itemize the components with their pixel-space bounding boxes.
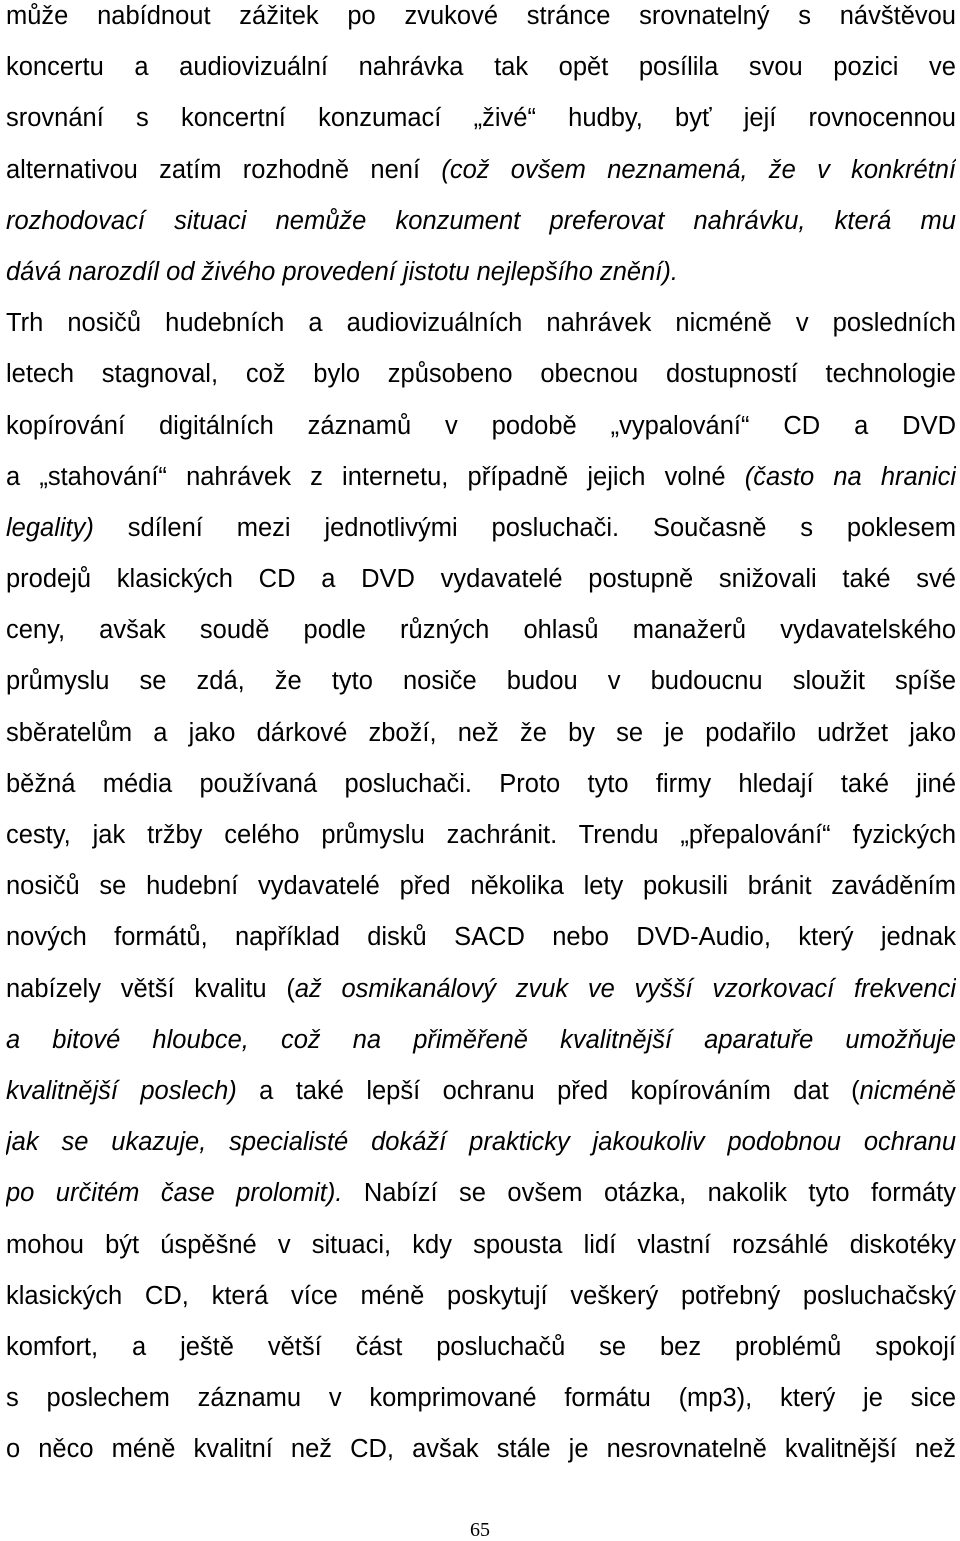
text-span: letech stagnoval, což bylo způsobeno obecnou dostupností technologie [6, 360, 956, 389]
text-line [6, 861, 956, 912]
text-line [6, 810, 956, 861]
italic-text: jak se ukazuje, specialisté dokáží prakticky jakoukoliv podobnou ochranu [6, 1128, 956, 1157]
text-span: cesty, jak tržby celého průmyslu zachránit. Trendu „přepalování“ fyzických [6, 821, 956, 849]
text-line [6, 554, 956, 605]
text-line [6, 708, 956, 759]
italic-text: po určitém čase prolomit). [6, 1179, 343, 1208]
text-line [6, 196, 956, 247]
text-line [6, 1066, 956, 1117]
text-line [6, 759, 956, 810]
text-line [6, 247, 956, 298]
text-line [6, 0, 956, 42]
text-span: Trh nosičů hudebních a audiovizuálních nahrávek nicméně v posledních [6, 309, 956, 338]
text-line [6, 1322, 956, 1373]
text-line [6, 1271, 956, 1322]
text-line [6, 1117, 956, 1168]
text-line [6, 605, 956, 656]
text-span: a „stahování“ nahrávek z internetu, případně jejich volné [6, 462, 745, 491]
text-span: nových formátů, například disků SACD nebo DVD-Audio, který jednak [6, 923, 956, 952]
text-line [6, 1015, 956, 1066]
italic-text: až osmikanálový zvuk ve vyšší vzorkovací frekvenci [294, 974, 956, 1003]
text-line [6, 503, 956, 554]
text-line [6, 401, 956, 452]
text-line [6, 42, 956, 93]
text-span: může nabídnout zážitek po zvukové stránce srovnatelný s návštěvou [6, 2, 956, 30]
text-line [6, 349, 956, 400]
text-line [6, 656, 956, 707]
text-line [6, 1424, 956, 1475]
text-line [6, 298, 956, 349]
italic-text: dává narozdíl od živého provedení jistotu nejlepšího znění). [6, 257, 678, 286]
text-span: sběratelům a jako dárkové zboží, než že by se je podařilo udržet jako [6, 718, 956, 747]
text-span: nosičů se hudební vydavatelé před několika lety pokusili bránit zaváděním [6, 872, 956, 901]
text-line [6, 912, 956, 963]
text-span: nabízely větší kvalitu ( [6, 974, 295, 1003]
text-span: alternativou zatím rozhodně není [6, 155, 442, 184]
text-line [6, 145, 956, 196]
text-span: sdílení mezi jednotlivými posluchači. Současně s poklesem [93, 513, 956, 542]
text-span: Nabízí se ovšem otázka, nakolik tyto formáty [342, 1179, 956, 1208]
text-line [6, 452, 956, 503]
text-span: kopírování digitálních záznamů v podobě „vypalování“ CD a DVD [6, 411, 956, 440]
italic-text: a bitové hloubce, což na přiměřeně kvalitnější aparatuře umožňuje [6, 1025, 956, 1054]
italic-text: legality) [6, 513, 94, 542]
italic-text: (často na hranici [744, 462, 956, 491]
text-line [6, 1168, 956, 1219]
text-span: komfort, a ještě větší část posluchačů se bez problémů spokojí [6, 1332, 956, 1361]
text-span: mohou být úspěšné v situaci, kdy spousta lidí vlastní rozsáhlé diskotéky [6, 1230, 956, 1259]
text-span: a také lepší ochranu před kopírováním dat ( [236, 1076, 860, 1105]
page-number: 65 [470, 1519, 490, 1541]
text-line [6, 964, 956, 1015]
text-line [6, 1220, 956, 1271]
italic-text: (což ovšem neznamená, že v konkrétní [441, 155, 956, 184]
text-span: běžná média používaná posluchači. Proto tyto firmy hledají také jiné [6, 769, 956, 798]
body-text [6, 0, 956, 1475]
text-line [6, 1373, 956, 1424]
italic-text: kvalitnější poslech) [6, 1076, 237, 1105]
text-span: koncertu a audiovizuální nahrávka tak opět posílila svou pozici ve [6, 53, 956, 82]
text-span: klasických CD, která více méně poskytují veškerý potřebný posluchačský [6, 1281, 956, 1310]
text-span: srovnání s koncertní konzumací „živé“ hudby, byť její rovnocennou [6, 104, 956, 133]
text-span: s poslechem záznamu v komprimované formátu (mp3), který je sice [6, 1384, 956, 1413]
italic-text: nicméně [859, 1076, 956, 1105]
text-line [6, 93, 956, 144]
text-span: průmyslu se zdá, že tyto nosiče budou v budoucnu sloužit spíše [6, 667, 956, 696]
text-span: o něco méně kvalitní než CD, avšak stále je nesrovnatelně kvalitnější než [6, 1435, 956, 1464]
text-span: ceny, avšak soudě podle různých ohlasů manažerů vydavatelského [6, 616, 956, 645]
text-span: prodejů klasických CD a DVD vydavatelé postupně snižovali také své [6, 565, 956, 594]
italic-text: rozhodovací situaci nemůže konzument preferovat nahrávku, která mu [6, 206, 956, 235]
